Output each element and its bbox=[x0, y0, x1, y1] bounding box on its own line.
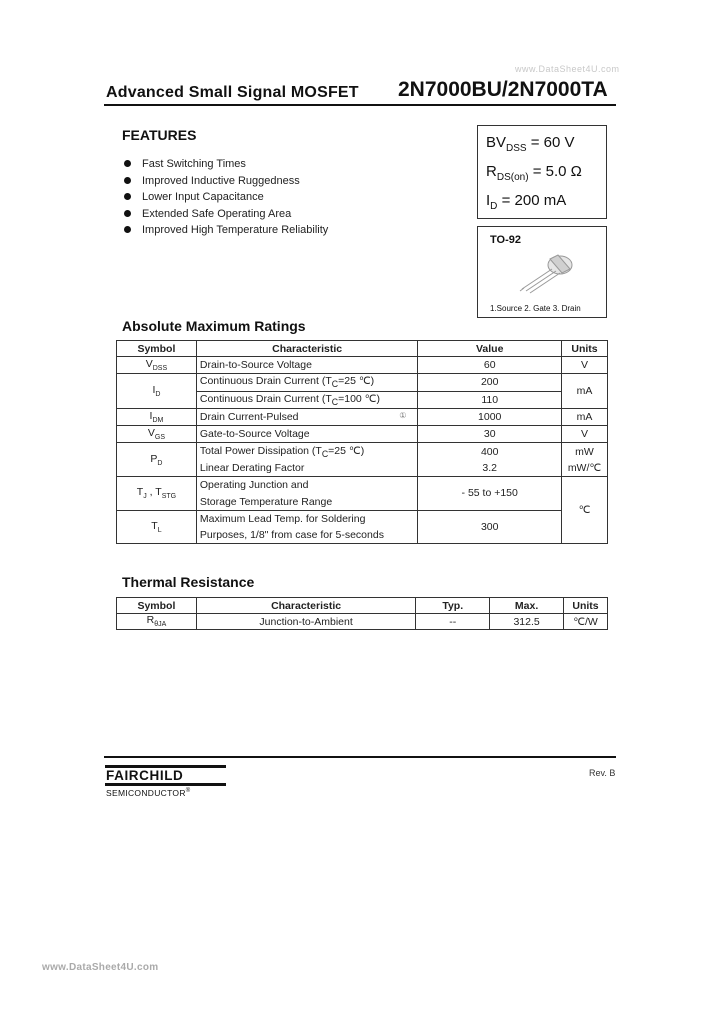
table-header-row bbox=[117, 598, 608, 614]
thermal-table bbox=[116, 597, 608, 630]
unit-cell: mA bbox=[562, 374, 608, 409]
characteristic-cell: Gate-to-Source Voltage bbox=[196, 426, 418, 443]
symbol-cell: $I_{DM}$ bbox=[117, 408, 197, 425]
table-row bbox=[117, 357, 608, 374]
col-header: Value bbox=[418, 341, 562, 357]
header-subtitle: Advanced Small Signal MOSFET bbox=[106, 84, 359, 101]
value-cell: 110 bbox=[418, 391, 562, 408]
unit-cell: ℃ bbox=[562, 477, 608, 544]
characteristic-cell: Purposes, 1/8" from case for 5-seconds bbox=[196, 527, 418, 544]
site-watermark: www.DataSheet4U.com bbox=[42, 962, 159, 973]
symbol-cell: $T_J$ , $T_{STG}$ bbox=[117, 477, 197, 511]
value-cell: 3.2 bbox=[418, 460, 562, 477]
characteristic-cell: Maximum Lead Temp. for Soldering bbox=[196, 510, 418, 527]
table-row bbox=[117, 408, 608, 425]
col-header: Typ. bbox=[416, 598, 490, 614]
watermark-top: www.DataSheet4U.com bbox=[515, 64, 620, 74]
unit-cell: V bbox=[562, 426, 608, 443]
symbol-cell: $T_L$ bbox=[117, 510, 197, 544]
package-pinout: 1.Source 2. Gate 3. Drain bbox=[490, 304, 581, 313]
features-title: FEATURES bbox=[122, 127, 197, 143]
col-header: Max. bbox=[490, 598, 564, 614]
logo-subtitle: SEMICONDUCTOR® bbox=[106, 787, 191, 798]
col-header: Symbol bbox=[117, 598, 197, 614]
unit-cell: mA bbox=[562, 408, 608, 425]
abs-max-table bbox=[116, 340, 608, 544]
value-cell: 400 bbox=[418, 443, 562, 460]
value-cell: 300 bbox=[418, 510, 562, 544]
fairchild-logo bbox=[105, 765, 226, 798]
feature-item: Lower Input Capacitance bbox=[124, 189, 328, 206]
col-header: Characteristic bbox=[196, 341, 418, 357]
features-list bbox=[124, 156, 328, 239]
characteristic-cell: Operating Junction and bbox=[196, 477, 418, 494]
max-cell: 312.5 bbox=[490, 614, 564, 630]
symbol-cell: $V_{GS}$ bbox=[117, 426, 197, 443]
characteristic-cell: Linear Derating Factor bbox=[196, 460, 418, 477]
table-row bbox=[117, 374, 608, 391]
characteristic-cell: Drain Current-Pulsed ① bbox=[196, 408, 418, 425]
value-cell: 30 bbox=[418, 426, 562, 443]
table-row bbox=[117, 477, 608, 494]
unit-cell: mW bbox=[562, 443, 608, 460]
unit-cell: ℃/W bbox=[564, 614, 608, 630]
revision-label: Rev. B bbox=[589, 768, 616, 778]
value-cell: 1000 bbox=[418, 408, 562, 425]
spec-id: $I_D = 200$ mA bbox=[486, 192, 567, 212]
characteristic-cell: Continuous Drain Current ($T_C=100$ ℃) bbox=[196, 391, 418, 408]
symbol-cell: $P_D$ bbox=[117, 443, 197, 477]
note-marker: ① bbox=[399, 411, 407, 421]
characteristic-cell: Total Power Dissipation ($T_C=25$ ℃) bbox=[196, 443, 418, 460]
symbol-cell: $R_{\theta JA}$ bbox=[117, 614, 197, 630]
characteristic-cell: Drain-to-Source Voltage bbox=[196, 357, 418, 374]
to92-package-icon bbox=[498, 245, 588, 303]
table-row bbox=[117, 510, 608, 527]
feature-item: Improved High Temperature Reliability bbox=[124, 222, 328, 239]
package-title: TO-92 bbox=[490, 234, 521, 246]
feature-item: Improved Inductive Ruggedness bbox=[124, 173, 328, 190]
table-row bbox=[117, 443, 608, 460]
spec-bvdss: $BV_{DSS} = 60$ V bbox=[486, 134, 575, 154]
symbol-cell: $I_D$ bbox=[117, 374, 197, 409]
table-row bbox=[117, 426, 608, 443]
col-header: Symbol bbox=[117, 341, 197, 357]
value-cell: 60 bbox=[418, 357, 562, 374]
package-box bbox=[477, 226, 607, 318]
typ-cell: -- bbox=[416, 614, 490, 630]
col-header: Units bbox=[562, 341, 608, 357]
spec-rdson: $R_{DS(on)} = 5.0$ Ω bbox=[486, 163, 582, 183]
footer-rule bbox=[104, 756, 616, 758]
logo-brand: FAIRCHILD bbox=[106, 768, 184, 783]
characteristic-cell: Junction-to-Ambient bbox=[196, 614, 415, 630]
feature-item: Fast Switching Times bbox=[124, 156, 328, 173]
symbol-cell: $V_{DSS}$ bbox=[117, 357, 197, 374]
unit-cell: V bbox=[562, 357, 608, 374]
table-header-row bbox=[117, 341, 608, 357]
table-row bbox=[117, 614, 608, 630]
key-specs-box bbox=[477, 125, 607, 219]
characteristic-cell: Storage Temperature Range bbox=[196, 493, 418, 510]
header-rule bbox=[104, 104, 616, 106]
feature-item: Extended Safe Operating Area bbox=[124, 206, 328, 223]
col-header: Units bbox=[564, 598, 608, 614]
thermal-title: Thermal Resistance bbox=[122, 574, 255, 590]
value-cell: - 55 to +150 bbox=[418, 477, 562, 511]
col-header: Characteristic bbox=[196, 598, 415, 614]
abs-max-title: Absolute Maximum Ratings bbox=[122, 318, 306, 334]
part-number: 2N7000BU/2N7000TA bbox=[398, 78, 608, 101]
unit-cell: mW/℃ bbox=[562, 460, 608, 477]
value-cell: 200 bbox=[418, 374, 562, 391]
characteristic-cell: Continuous Drain Current ($T_C=25$ ℃) bbox=[196, 374, 418, 391]
